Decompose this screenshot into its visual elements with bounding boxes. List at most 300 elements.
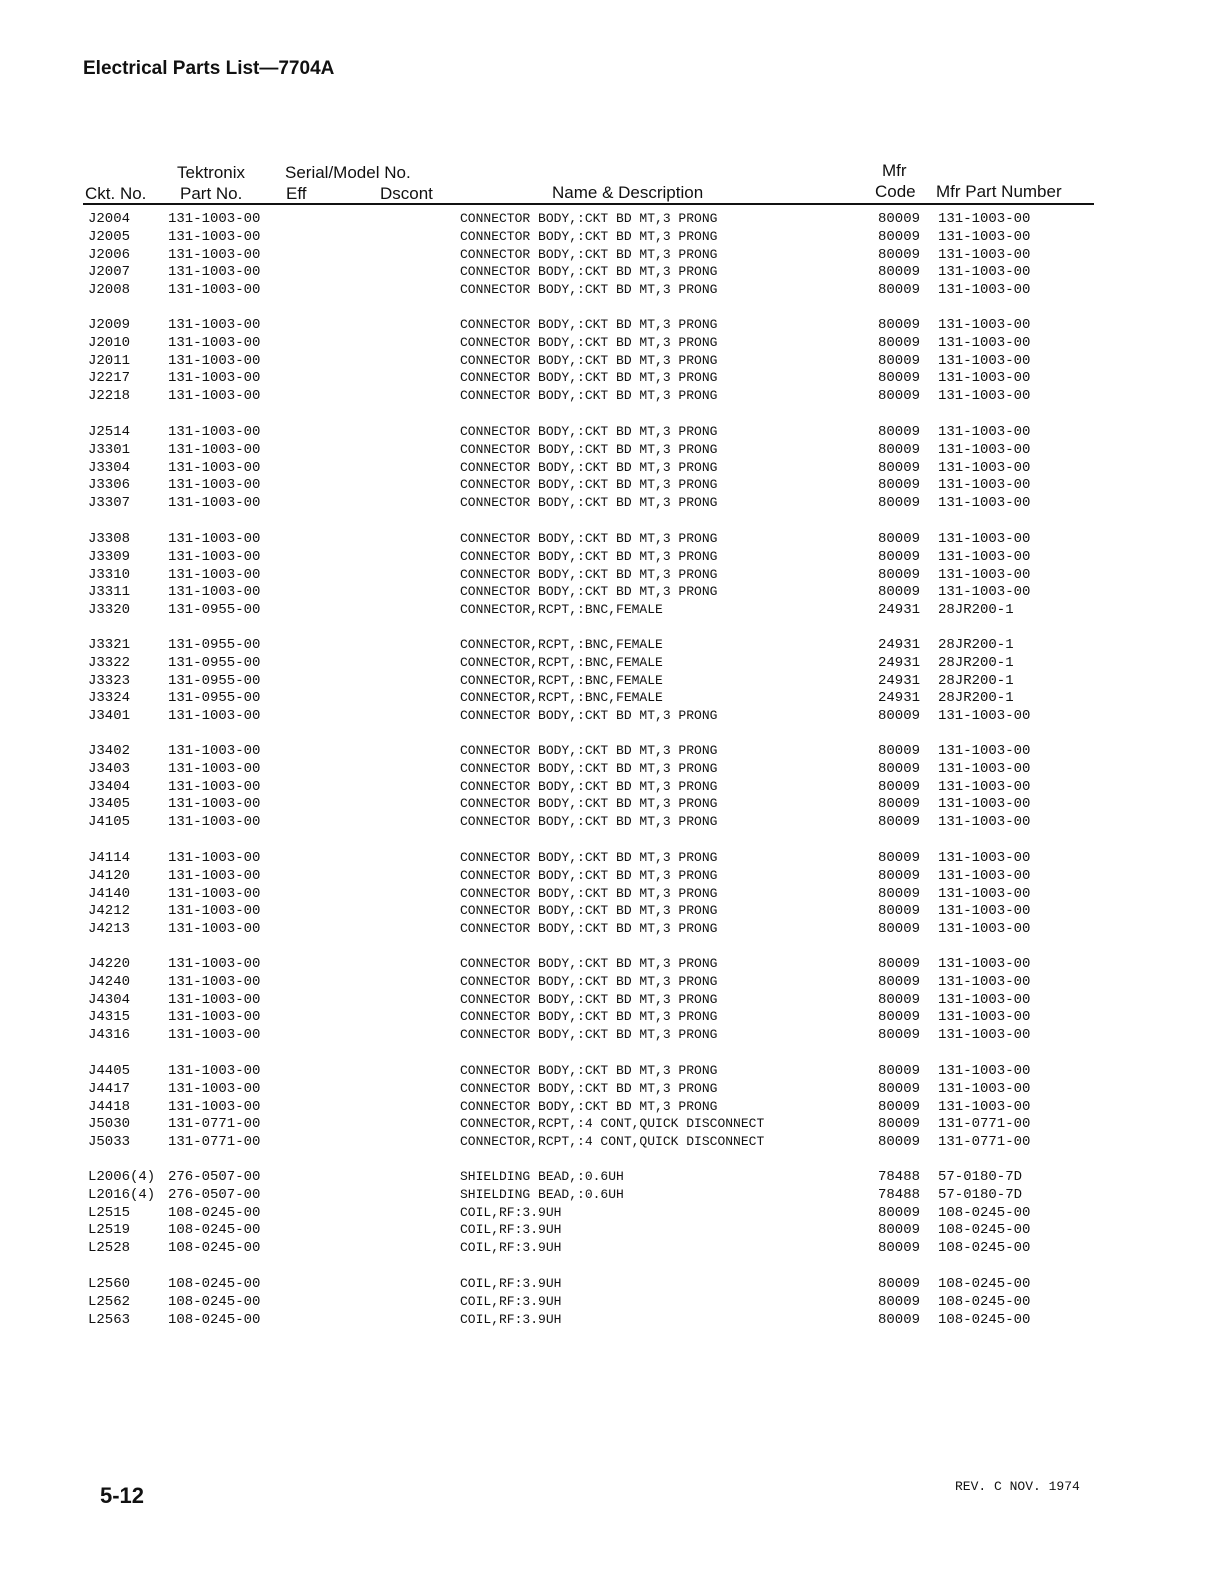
ckt-no: L2562 (88, 1293, 131, 1310)
mfr-part-number: 108-0245-00 (938, 1311, 1031, 1328)
mfr-code: 80009 (878, 1222, 921, 1239)
ckt-no: J4304 (88, 991, 131, 1008)
ckt-no: J3311 (88, 584, 131, 601)
tek-part-no: 131-1003-00 (168, 566, 261, 583)
mfr-part-number: 108-0245-00 (938, 1240, 1031, 1257)
tek-part-no: 108-0245-00 (168, 1204, 261, 1221)
tek-part-no: 131-0955-00 (168, 637, 261, 653)
ckt-no: J3401 (88, 708, 131, 725)
ckt-no: L2016(4) (88, 1186, 156, 1203)
description: CONNECTOR BODY,:CKT BD MT,3 PRONG (460, 531, 718, 546)
ckt-no: J2004 (88, 211, 131, 227)
description: CONNECTOR BODY,:CKT BD MT,3 PRONG (460, 584, 718, 600)
table-row (0, 672, 1220, 690)
mfr-part-number: 131-1003-00 (938, 584, 1031, 601)
mfr-code: 80009 (878, 708, 921, 725)
description: CONNECTOR BODY,:CKT BD MT,3 PRONG (460, 778, 718, 794)
tek-part-no: 131-1003-00 (168, 352, 261, 369)
mfr-code: 80009 (878, 1063, 921, 1079)
mfr-code: 80009 (878, 956, 921, 972)
description: CONNECTOR BODY,:CKT BD MT,3 PRONG (460, 1063, 718, 1078)
mfr-part-number: 131-1003-00 (938, 1009, 1031, 1026)
mfr-part-number: 28JR200-1 (938, 637, 1014, 653)
header-mfr-part-number: Mfr Part Number (936, 182, 1062, 201)
mfr-part-number: 131-1003-00 (938, 1098, 1031, 1115)
ckt-no: J3304 (88, 459, 131, 476)
tek-part-no: 131-1003-00 (168, 814, 261, 831)
description: COIL,RF:3.9UH (460, 1276, 562, 1291)
description: CONNECTOR BODY,:CKT BD MT,3 PRONG (460, 246, 718, 262)
revision-note: REV. C NOV. 1974 (955, 1479, 1080, 1494)
tek-part-no: 131-1003-00 (168, 388, 261, 405)
tek-part-no: 131-1003-00 (168, 531, 261, 547)
ckt-no: J2007 (88, 264, 131, 281)
ckt-no: J3403 (88, 760, 131, 777)
mfr-part-number: 131-1003-00 (938, 708, 1031, 725)
tek-part-no: 131-1003-00 (168, 921, 261, 938)
mfr-part-number: 131-1003-00 (938, 334, 1031, 351)
tek-part-no: 131-1003-00 (168, 370, 261, 387)
mfr-part-number: 131-0771-00 (938, 1116, 1031, 1133)
description: CONNECTOR BODY,:CKT BD MT,3 PRONG (460, 317, 718, 332)
table-row (0, 636, 1220, 654)
mfr-code: 80009 (878, 796, 921, 813)
mfr-code: 24931 (878, 637, 921, 653)
mfr-code: 80009 (878, 1276, 921, 1292)
description: COIL,RF:3.9UH (460, 1311, 562, 1327)
mfr-code: 80009 (878, 867, 921, 884)
table-row (0, 813, 1220, 831)
table-row (0, 281, 1220, 299)
ckt-no: J2009 (88, 317, 131, 333)
table-row (0, 316, 1220, 334)
description: CONNECTOR BODY,:CKT BD MT,3 PRONG (460, 388, 718, 404)
ckt-no: J2008 (88, 282, 131, 299)
table-row (0, 902, 1220, 920)
tek-part-no: 131-1003-00 (168, 477, 261, 494)
description: CONNECTOR BODY,:CKT BD MT,3 PRONG (460, 991, 718, 1007)
mfr-code: 80009 (878, 1204, 921, 1221)
mfr-code: 80009 (878, 246, 921, 263)
mfr-code: 80009 (878, 477, 921, 494)
mfr-code: 80009 (878, 1116, 921, 1133)
tek-part-no: 131-1003-00 (168, 1098, 261, 1115)
description: CONNECTOR BODY,:CKT BD MT,3 PRONG (460, 228, 718, 244)
mfr-part-number: 131-1003-00 (938, 370, 1031, 387)
mfr-part-number: 131-1003-00 (938, 246, 1031, 263)
table-row (0, 707, 1220, 725)
tek-part-no: 131-1003-00 (168, 495, 261, 512)
tek-part-no: 108-0245-00 (168, 1276, 261, 1292)
ckt-no: J3405 (88, 796, 131, 813)
ckt-no: J3324 (88, 690, 131, 707)
table-row (0, 1080, 1220, 1098)
ckt-no: L2563 (88, 1311, 131, 1328)
ckt-no: J4240 (88, 973, 131, 990)
table-row (0, 920, 1220, 938)
description: CONNECTOR BODY,:CKT BD MT,3 PRONG (460, 743, 718, 758)
mfr-part-number: 28JR200-1 (938, 602, 1014, 619)
mfr-part-number: 131-1003-00 (938, 548, 1031, 565)
mfr-code: 80009 (878, 1027, 921, 1044)
tek-part-no: 131-1003-00 (168, 1027, 261, 1044)
table-row (0, 654, 1220, 672)
table-row (0, 459, 1220, 477)
mfr-part-number: 131-1003-00 (938, 228, 1031, 245)
mfr-part-number: 108-0245-00 (938, 1276, 1031, 1292)
page-title: Electrical Parts List—7704A (83, 58, 335, 79)
tek-part-no: 131-1003-00 (168, 1063, 261, 1079)
ckt-no: J4417 (88, 1080, 131, 1097)
tek-part-no: 131-0955-00 (168, 654, 261, 671)
mfr-part-number: 131-1003-00 (938, 1063, 1031, 1079)
mfr-part-number: 131-1003-00 (938, 459, 1031, 476)
ckt-no: J3307 (88, 495, 131, 512)
table-row (0, 263, 1220, 281)
mfr-part-number: 131-1003-00 (938, 778, 1031, 795)
description: CONNECTOR BODY,:CKT BD MT,3 PRONG (460, 903, 718, 919)
table-row (0, 583, 1220, 601)
ckt-no: J4105 (88, 814, 131, 831)
table-row (0, 1293, 1220, 1311)
description: CONNECTOR BODY,:CKT BD MT,3 PRONG (460, 796, 718, 812)
mfr-code: 80009 (878, 1311, 921, 1328)
ckt-no: J5030 (88, 1116, 131, 1133)
ckt-no: J2011 (88, 352, 131, 369)
tek-part-no: 131-1003-00 (168, 708, 261, 725)
table-row (0, 1275, 1220, 1293)
table-row (0, 973, 1220, 991)
mfr-part-number: 131-1003-00 (938, 991, 1031, 1008)
mfr-code: 80009 (878, 1293, 921, 1310)
ckt-no: L2515 (88, 1204, 131, 1221)
tek-part-no: 276-0507-00 (168, 1186, 261, 1203)
mfr-part-number: 131-1003-00 (938, 495, 1031, 512)
description: COIL,RF:3.9UH (460, 1293, 562, 1309)
mfr-part-number: 108-0245-00 (938, 1222, 1031, 1239)
tek-part-no: 131-1003-00 (168, 956, 261, 972)
description: CONNECTOR BODY,:CKT BD MT,3 PRONG (460, 352, 718, 368)
mfr-code: 80009 (878, 370, 921, 387)
mfr-code: 80009 (878, 282, 921, 299)
table-row (0, 548, 1220, 566)
mfr-code: 80009 (878, 778, 921, 795)
table-row (0, 601, 1220, 619)
table-row (0, 1008, 1220, 1026)
description: CONNECTOR BODY,:CKT BD MT,3 PRONG (460, 495, 718, 511)
description: CONNECTOR BODY,:CKT BD MT,3 PRONG (460, 548, 718, 564)
mfr-code: 80009 (878, 531, 921, 547)
mfr-code: 80009 (878, 814, 921, 831)
mfr-part-number: 131-1003-00 (938, 743, 1031, 759)
table-row (0, 1311, 1220, 1329)
tek-part-no: 131-0955-00 (168, 690, 261, 707)
table-row (0, 1115, 1220, 1133)
mfr-code: 80009 (878, 743, 921, 759)
description: CONNECTOR BODY,:CKT BD MT,3 PRONG (460, 885, 718, 901)
page-number: 5-12 (100, 1483, 145, 1508)
mfr-code: 80009 (878, 495, 921, 512)
mfr-part-number: 131-1003-00 (938, 317, 1031, 333)
table-row (0, 566, 1220, 584)
tek-part-no: 131-1003-00 (168, 317, 261, 333)
mfr-part-number: 131-1003-00 (938, 531, 1031, 547)
table-row (0, 494, 1220, 512)
ckt-no: J2010 (88, 334, 131, 351)
description: CONNECTOR BODY,:CKT BD MT,3 PRONG (460, 334, 718, 350)
mfr-code: 80009 (878, 991, 921, 1008)
ckt-no: J3308 (88, 531, 131, 547)
table-row (0, 1098, 1220, 1116)
mfr-part-number: 131-1003-00 (938, 885, 1031, 902)
tek-part-no: 131-1003-00 (168, 211, 261, 227)
mfr-part-number: 131-1003-00 (938, 388, 1031, 405)
tek-part-no: 108-0245-00 (168, 1293, 261, 1310)
mfr-part-number: 131-1003-00 (938, 441, 1031, 458)
mfr-part-number: 131-1003-00 (938, 352, 1031, 369)
table-row (0, 1168, 1220, 1186)
description: SHIELDING BEAD,:0.6UH (460, 1186, 624, 1202)
mfr-code: 80009 (878, 1098, 921, 1115)
header-dscont: Dscont (380, 184, 433, 203)
tek-part-no: 108-0245-00 (168, 1222, 261, 1239)
mfr-part-number: 131-0771-00 (938, 1134, 1031, 1151)
ckt-no: L2006(4) (88, 1169, 156, 1185)
table-row (0, 530, 1220, 548)
description: CONNECTOR BODY,:CKT BD MT,3 PRONG (460, 1027, 718, 1043)
mfr-code: 80009 (878, 850, 921, 866)
description: CONNECTOR BODY,:CKT BD MT,3 PRONG (460, 956, 718, 971)
header-ckt-no: Ckt. No. (85, 184, 147, 203)
ckt-no: J4213 (88, 921, 131, 938)
tek-part-no: 131-1003-00 (168, 867, 261, 884)
mfr-code: 80009 (878, 566, 921, 583)
table-row (0, 849, 1220, 867)
mfr-code: 80009 (878, 1240, 921, 1257)
mfr-part-number: 131-1003-00 (938, 850, 1031, 866)
mfr-part-number: 131-1003-00 (938, 903, 1031, 920)
table-row (0, 778, 1220, 796)
ckt-no: J3323 (88, 672, 131, 689)
ckt-no: J3404 (88, 778, 131, 795)
ckt-no: J4120 (88, 867, 131, 884)
table-row (0, 387, 1220, 405)
mfr-code: 80009 (878, 424, 921, 440)
table-row (0, 867, 1220, 885)
tek-part-no: 131-1003-00 (168, 246, 261, 263)
mfr-part-number: 131-1003-00 (938, 814, 1031, 831)
tek-part-no: 131-1003-00 (168, 991, 261, 1008)
ckt-no: L2528 (88, 1240, 131, 1257)
mfr-part-number: 131-1003-00 (938, 1027, 1031, 1044)
table-row (0, 352, 1220, 370)
description: CONNECTOR BODY,:CKT BD MT,3 PRONG (460, 760, 718, 776)
tek-part-no: 131-0955-00 (168, 602, 261, 619)
ckt-no: J3321 (88, 637, 131, 653)
mfr-code: 80009 (878, 441, 921, 458)
description: SHIELDING BEAD,:0.6UH (460, 1169, 624, 1184)
ckt-no: J3320 (88, 602, 131, 619)
table-row (0, 1186, 1220, 1204)
description: CONNECTOR,RCPT,:BNC,FEMALE (460, 690, 663, 706)
ckt-no: J3322 (88, 654, 131, 671)
mfr-part-number: 131-1003-00 (938, 867, 1031, 884)
mfr-code: 24931 (878, 672, 921, 689)
header-eff: Eff (286, 184, 307, 203)
description: CONNECTOR BODY,:CKT BD MT,3 PRONG (460, 424, 718, 439)
mfr-code: 80009 (878, 903, 921, 920)
tek-part-no: 131-0771-00 (168, 1134, 261, 1151)
mfr-part-number: 57-0180-7D (938, 1169, 1023, 1185)
mfr-code: 80009 (878, 760, 921, 777)
mfr-part-number: 131-1003-00 (938, 211, 1031, 227)
description: CONNECTOR,RCPT,:BNC,FEMALE (460, 602, 663, 618)
mfr-part-number: 131-1003-00 (938, 566, 1031, 583)
ckt-no: J4220 (88, 956, 131, 972)
mfr-part-number: 131-1003-00 (938, 796, 1031, 813)
ckt-no: J3402 (88, 743, 131, 759)
ckt-no: L2560 (88, 1276, 131, 1292)
description: CONNECTOR BODY,:CKT BD MT,3 PRONG (460, 264, 718, 280)
ckt-no: L2519 (88, 1222, 131, 1239)
tek-part-no: 276-0507-00 (168, 1169, 261, 1185)
tek-part-no: 131-1003-00 (168, 459, 261, 476)
description: CONNECTOR,RCPT,:4 CONT,QUICK DISCONNECT (460, 1116, 765, 1132)
mfr-code: 80009 (878, 388, 921, 405)
ckt-no: J4140 (88, 885, 131, 902)
tek-part-no: 131-1003-00 (168, 264, 261, 281)
description: CONNECTOR BODY,:CKT BD MT,3 PRONG (460, 814, 718, 830)
description: CONNECTOR BODY,:CKT BD MT,3 PRONG (460, 1009, 718, 1025)
tek-part-no: 131-1003-00 (168, 584, 261, 601)
header-mfr-code: Code (875, 182, 916, 201)
tek-part-no: 131-1003-00 (168, 1009, 261, 1026)
ckt-no: J3306 (88, 477, 131, 494)
ckt-no: J2218 (88, 388, 131, 405)
header-name-description: Name & Description (552, 183, 704, 202)
tek-part-no: 131-1003-00 (168, 973, 261, 990)
table-row (0, 760, 1220, 778)
table-row (0, 423, 1220, 441)
ckt-no: J4418 (88, 1098, 131, 1115)
table-row (0, 334, 1220, 352)
description: CONNECTOR BODY,:CKT BD MT,3 PRONG (460, 211, 718, 226)
ckt-no: J3309 (88, 548, 131, 565)
mfr-code: 80009 (878, 548, 921, 565)
mfr-code: 80009 (878, 228, 921, 245)
tek-part-no: 131-1003-00 (168, 778, 261, 795)
mfr-part-number: 131-1003-00 (938, 760, 1031, 777)
header-mfr: Mfr (882, 161, 907, 180)
table-row (0, 955, 1220, 973)
table-row (0, 689, 1220, 707)
mfr-code: 78488 (878, 1186, 921, 1203)
description: CONNECTOR BODY,:CKT BD MT,3 PRONG (460, 708, 718, 724)
header-serial-model: Serial/Model No. (285, 163, 411, 182)
description: CONNECTOR BODY,:CKT BD MT,3 PRONG (460, 1098, 718, 1114)
tek-part-no: 131-1003-00 (168, 282, 261, 299)
mfr-code: 80009 (878, 264, 921, 281)
mfr-code: 80009 (878, 885, 921, 902)
mfr-code: 80009 (878, 973, 921, 990)
mfr-code: 80009 (878, 1134, 921, 1151)
tek-part-no: 131-1003-00 (168, 796, 261, 813)
mfr-code: 80009 (878, 211, 921, 227)
ckt-no: J4315 (88, 1009, 131, 1026)
table-row (0, 246, 1220, 264)
table-row (0, 210, 1220, 228)
tek-part-no: 131-0955-00 (168, 672, 261, 689)
mfr-part-number: 57-0180-7D (938, 1186, 1023, 1203)
mfr-code: 80009 (878, 1080, 921, 1097)
table-row (0, 1133, 1220, 1151)
mfr-code: 80009 (878, 317, 921, 333)
mfr-part-number: 131-1003-00 (938, 477, 1031, 494)
mfr-part-number: 28JR200-1 (938, 672, 1014, 689)
tek-part-no: 131-1003-00 (168, 903, 261, 920)
mfr-part-number: 108-0245-00 (938, 1293, 1031, 1310)
table-row (0, 228, 1220, 246)
tek-part-no: 131-1003-00 (168, 334, 261, 351)
mfr-part-number: 131-1003-00 (938, 264, 1031, 281)
mfr-code: 80009 (878, 459, 921, 476)
header-part-no: Part No. (180, 184, 243, 203)
mfr-part-number: 131-1003-00 (938, 956, 1031, 972)
mfr-part-number: 28JR200-1 (938, 690, 1014, 707)
mfr-code: 80009 (878, 352, 921, 369)
description: CONNECTOR BODY,:CKT BD MT,3 PRONG (460, 973, 718, 989)
description: COIL,RF:3.9UH (460, 1240, 562, 1256)
mfr-part-number: 131-1003-00 (938, 973, 1031, 990)
description: CONNECTOR BODY,:CKT BD MT,3 PRONG (460, 867, 718, 883)
description: CONNECTOR BODY,:CKT BD MT,3 PRONG (460, 282, 718, 298)
description: CONNECTOR BODY,:CKT BD MT,3 PRONG (460, 566, 718, 582)
table-row (0, 795, 1220, 813)
tek-part-no: 131-1003-00 (168, 441, 261, 458)
tek-part-no: 131-1003-00 (168, 850, 261, 866)
ckt-no: J2005 (88, 228, 131, 245)
mfr-code: 80009 (878, 921, 921, 938)
ckt-no: J4405 (88, 1063, 131, 1079)
table-row (0, 885, 1220, 903)
ckt-no: J3310 (88, 566, 131, 583)
ckt-no: J4212 (88, 903, 131, 920)
description: CONNECTOR BODY,:CKT BD MT,3 PRONG (460, 921, 718, 937)
mfr-code: 24931 (878, 690, 921, 707)
tek-part-no: 131-1003-00 (168, 760, 261, 777)
description: CONNECTOR BODY,:CKT BD MT,3 PRONG (460, 441, 718, 457)
ckt-no: J4316 (88, 1027, 131, 1044)
description: CONNECTOR,RCPT,:BNC,FEMALE (460, 654, 663, 670)
description: CONNECTOR,RCPT,:BNC,FEMALE (460, 672, 663, 688)
table-row (0, 742, 1220, 760)
mfr-code: 80009 (878, 334, 921, 351)
table-row (0, 476, 1220, 494)
description: CONNECTOR BODY,:CKT BD MT,3 PRONG (460, 370, 718, 386)
description: CONNECTOR BODY,:CKT BD MT,3 PRONG (460, 850, 718, 865)
description: CONNECTOR,RCPT,:BNC,FEMALE (460, 637, 663, 652)
table-row (0, 991, 1220, 1009)
tek-part-no: 108-0245-00 (168, 1311, 261, 1328)
tek-part-no: 131-1003-00 (168, 1080, 261, 1097)
description: CONNECTOR BODY,:CKT BD MT,3 PRONG (460, 459, 718, 475)
table-row (0, 1221, 1220, 1239)
mfr-part-number: 28JR200-1 (938, 654, 1014, 671)
tek-part-no: 131-1003-00 (168, 228, 261, 245)
tek-part-no: 131-0771-00 (168, 1116, 261, 1133)
description: CONNECTOR,RCPT,:4 CONT,QUICK DISCONNECT (460, 1134, 765, 1150)
ckt-no: J2514 (88, 424, 131, 440)
